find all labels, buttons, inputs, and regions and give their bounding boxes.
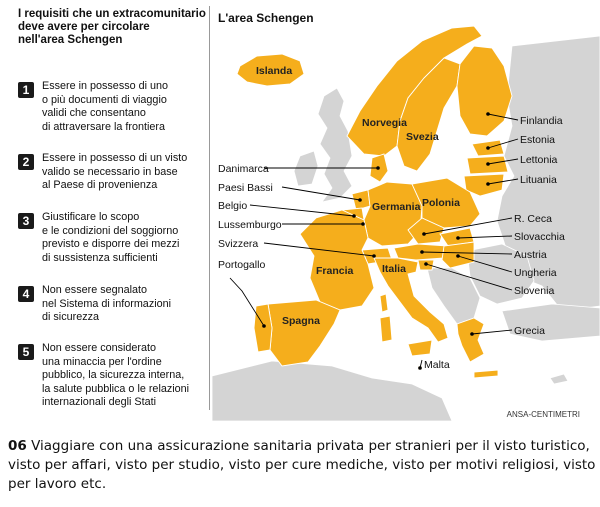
label-svizzera: Svizzera	[218, 238, 259, 250]
label-germania: Germania	[372, 201, 421, 213]
source-credit: ANSA-CENTIMETRI	[506, 410, 580, 419]
requirement-number: 1	[18, 82, 34, 98]
requirement-number: 2	[18, 154, 34, 170]
label-slovenia: Slovenia	[514, 285, 555, 297]
sardinia-shape	[380, 316, 392, 342]
label-norvegia: Norvegia	[362, 117, 407, 129]
label-lussemburgo: Lussemburgo	[218, 219, 282, 231]
label-austria: Austria	[514, 249, 547, 261]
label-lituania: Lituania	[520, 174, 557, 186]
label-finlandia: Finlandia	[520, 115, 563, 127]
requirement-number: 5	[18, 344, 34, 360]
label-portogallo: Portogallo	[218, 259, 266, 271]
label-slovacchia: Slovacchia	[514, 231, 565, 243]
label-polonia: Polonia	[422, 197, 460, 209]
label-lettonia: Lettonia	[520, 154, 558, 166]
requirement-number: 3	[18, 213, 34, 229]
label-italia: Italia	[382, 263, 406, 275]
label-grecia: Grecia	[514, 325, 545, 337]
label-francia: Francia	[316, 265, 354, 277]
label-danimarca: Danimarca	[218, 163, 269, 175]
label-svezia: Svezia	[406, 131, 439, 143]
label-ungheria: Ungheria	[514, 267, 557, 279]
requirement-text: Non essere segnalato nel Sistema di informazioni di sicurezza	[42, 284, 172, 323]
label-spagna: Spagna	[282, 315, 320, 327]
label-paesi-bassi: Paesi Bassi	[218, 182, 273, 194]
panel-divider	[209, 6, 210, 410]
caption-number: 06	[8, 438, 27, 454]
label-malta: Malta	[424, 359, 450, 371]
caption	[8, 437, 596, 494]
requirement-text: Essere in possesso di un visto valido se necessario in base al Paese di provenienza	[42, 152, 188, 191]
label-belgio: Belgio	[218, 200, 248, 212]
portugal-shape	[254, 304, 272, 352]
label-rceca: R. Ceca	[514, 213, 552, 225]
caption-text: Viaggiare con una assicurazione sanitaria privata per stranieri per il visto turistico, visto per affari, visto per studio, visto per cure mediche, visto per motivi religiosi, visto per lavoro etc.	[8, 438, 596, 492]
requirements-panel	[0, 0, 208, 420]
label-islanda: Islanda	[256, 65, 293, 77]
label-estonia: Estonia	[520, 134, 556, 146]
requirement-text: Non essere considerato una minaccia per l'ordine pubblico, la sicurezza interna, la salute pubblica o le relazioni internazionali degli Stati	[42, 342, 190, 408]
map-title: L'area Schengen	[218, 11, 314, 25]
requirements-title: I requisiti che un extracomunitario deve avere per circolare nell'area Schengen	[18, 8, 206, 46]
schengen-map	[212, 6, 600, 421]
requirement-text: Giustificare lo scopo e le condizioni del soggiorno previsto e disporre dei mezzi di sussistenza sufficienti	[42, 211, 180, 264]
requirement-number: 4	[18, 286, 34, 302]
requirement-text: Essere in possesso di uno o più documenti di viaggio validi che consentano di attraversare la frontiera	[42, 80, 169, 133]
